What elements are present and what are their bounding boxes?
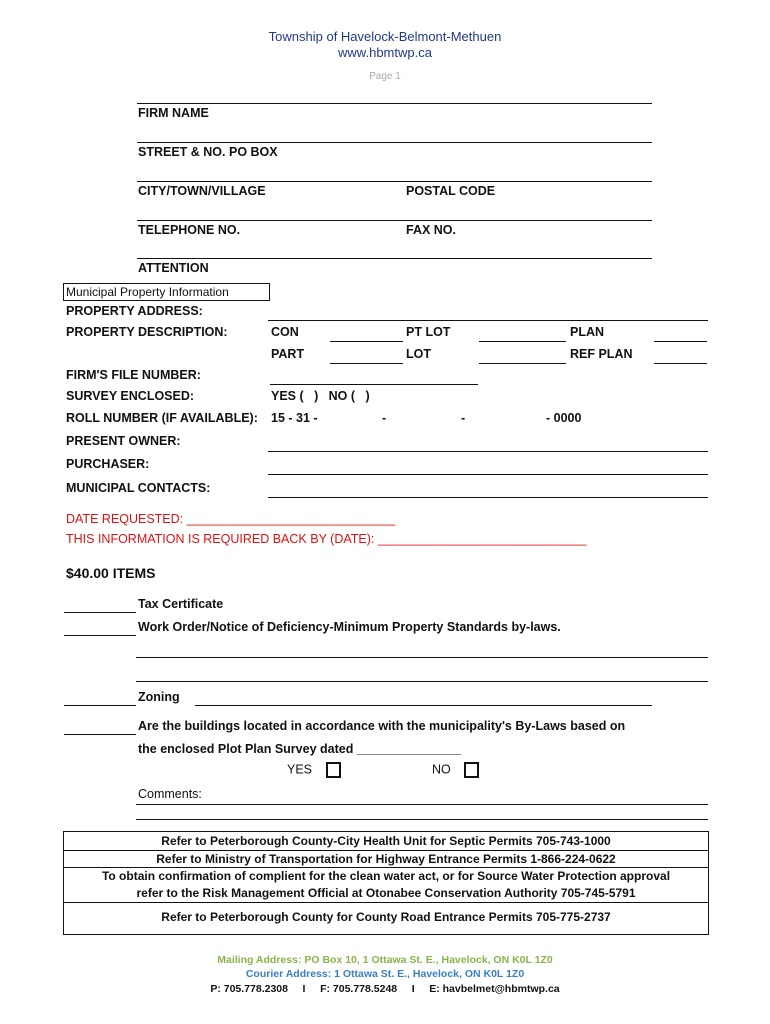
required-back-date[interactable]: THIS INFORMATION IS REQUIRED BACK BY (DATE): ______________________________: [66, 532, 587, 546]
bylaws-question-line-1: Are the buildings located in accordance with the municipality's By-Laws based on: [138, 719, 626, 733]
work-order-line-1[interactable]: [136, 657, 708, 658]
municipal-section-box: [63, 283, 270, 301]
roll-dash-1: -: [382, 411, 387, 425]
firm-name-label: FIRM NAME: [138, 106, 209, 120]
purchaser-label: PURCHASER:: [66, 457, 150, 471]
pt-lot-label: PT LOT: [406, 325, 451, 339]
part-line[interactable]: [330, 363, 403, 364]
roll-suffix: - 0000: [546, 411, 582, 425]
municipal-contacts-line[interactable]: [268, 497, 708, 498]
attention-line[interactable]: [137, 258, 652, 259]
postal-code-label: POSTAL CODE: [406, 184, 496, 198]
notice-divider-2: [64, 867, 708, 868]
courier-address: Courier Address: 1 Ottawa St. E., Havelock, ON K0L 1Z0: [245, 968, 525, 980]
plan-label: PLAN: [570, 325, 605, 339]
no-option[interactable]: [432, 762, 479, 778]
website-link[interactable]: www.hbmtwp.ca: [338, 45, 432, 60]
township-title: Township of Havelock-Belmont-Methuen: [268, 29, 502, 44]
bylaws-question-line-2: the enclosed Plot Plan Survey dated _______________: [138, 742, 462, 756]
mto-notice: Refer to Ministry of Transportation for Highway Entrance Permits 1-866-224-0622: [156, 852, 616, 866]
septic-notice: Refer to Peterborough County-City Health Unit for Septic Permits 705-743-1000: [161, 834, 611, 848]
tax-certificate-label: Tax Certificate: [138, 597, 224, 611]
ref-plan-line[interactable]: [654, 363, 707, 364]
property-address-label: PROPERTY ADDRESS:: [66, 304, 203, 318]
street-line[interactable]: [137, 142, 652, 143]
yes-checkbox[interactable]: [326, 762, 341, 778]
pt-lot-line[interactable]: [479, 341, 566, 342]
yes-label: YES: [287, 762, 313, 777]
comments-line-2[interactable]: [136, 819, 708, 820]
date-requested[interactable]: DATE REQUESTED: ______________________________: [66, 512, 396, 526]
zoning-line[interactable]: [195, 705, 652, 706]
yes-option[interactable]: [287, 762, 341, 778]
no-label: NO: [432, 762, 451, 777]
plan-line[interactable]: [654, 341, 707, 342]
con-label: CON: [271, 325, 299, 339]
purchaser-line[interactable]: [268, 474, 708, 475]
lot-label: LOT: [406, 347, 431, 361]
part-label: PART: [271, 347, 305, 361]
attention-label: ATTENTION: [138, 261, 209, 275]
zoning-label: Zoning: [138, 690, 180, 704]
bylaws-check-line[interactable]: [64, 734, 136, 735]
city-line[interactable]: [137, 181, 652, 182]
street-label: STREET & NO. PO BOX: [138, 145, 278, 159]
con-line[interactable]: [330, 341, 403, 342]
tax-certificate-check-line[interactable]: [64, 612, 136, 613]
property-address-line[interactable]: [268, 320, 708, 321]
items-heading: $40.00 ITEMS: [66, 565, 156, 581]
lot-line[interactable]: [479, 363, 566, 364]
zoning-check-line[interactable]: [64, 705, 136, 706]
page-number: Page 1: [369, 71, 401, 82]
firm-name-line[interactable]: [137, 103, 652, 104]
fax-label: FAX NO.: [406, 223, 457, 237]
no-checkbox[interactable]: [464, 762, 479, 778]
survey-options[interactable]: YES ( ) NO ( ): [271, 389, 370, 403]
clean-water-notice-1: To obtain confirmation of complient for the clean water act, or for Source Water Protection approval: [101, 869, 671, 883]
clean-water-notice-2: refer to the Risk Management Official at Otonabee Conservation Authority 705-745-5791: [136, 886, 636, 900]
ref-plan-label: REF PLAN: [570, 347, 633, 361]
roll-number-label: ROLL NUMBER (IF AVAILABLE):: [66, 411, 258, 425]
roll-prefix: 15 - 31 -: [271, 411, 318, 425]
comments-line-1[interactable]: [136, 804, 708, 805]
contact-line: P: 705.778.2308 I F: 705.778.5248 I E: havbelmet@hbmtwp.ca: [210, 983, 560, 995]
municipal-section-label: Municipal Property Information: [66, 285, 229, 299]
work-order-label: Work Order/Notice of Deficiency-Minimum Property Standards by-laws.: [138, 620, 561, 634]
survey-enclosed-label: SURVEY ENCLOSED:: [66, 389, 195, 403]
notice-divider-3: [64, 902, 708, 903]
notice-divider-1: [64, 850, 708, 851]
firm-file-number-line[interactable]: [270, 384, 478, 385]
comments-label: Comments:: [138, 787, 202, 801]
roll-dash-2: -: [461, 411, 466, 425]
firm-file-number-label: FIRM'S FILE NUMBER:: [66, 368, 201, 382]
present-owner-label: PRESENT OWNER:: [66, 434, 181, 448]
telephone-line[interactable]: [137, 220, 652, 221]
present-owner-line[interactable]: [268, 451, 708, 452]
municipal-contacts-label: MUNICIPAL CONTACTS:: [66, 481, 211, 495]
work-order-line-2[interactable]: [136, 681, 708, 682]
mailing-address: Mailing Address: PO Box 10, 1 Ottawa St. E., Havelock, ON K0L 1Z0: [217, 954, 553, 966]
telephone-label: TELEPHONE NO.: [138, 223, 241, 237]
property-description-label: PROPERTY DESCRIPTION:: [66, 325, 228, 339]
city-label: CITY/TOWN/VILLAGE: [138, 184, 266, 198]
work-order-check-line[interactable]: [64, 635, 136, 636]
county-road-notice: Refer to Peterborough County for County Road Entrance Permits 705-775-2737: [161, 910, 611, 924]
